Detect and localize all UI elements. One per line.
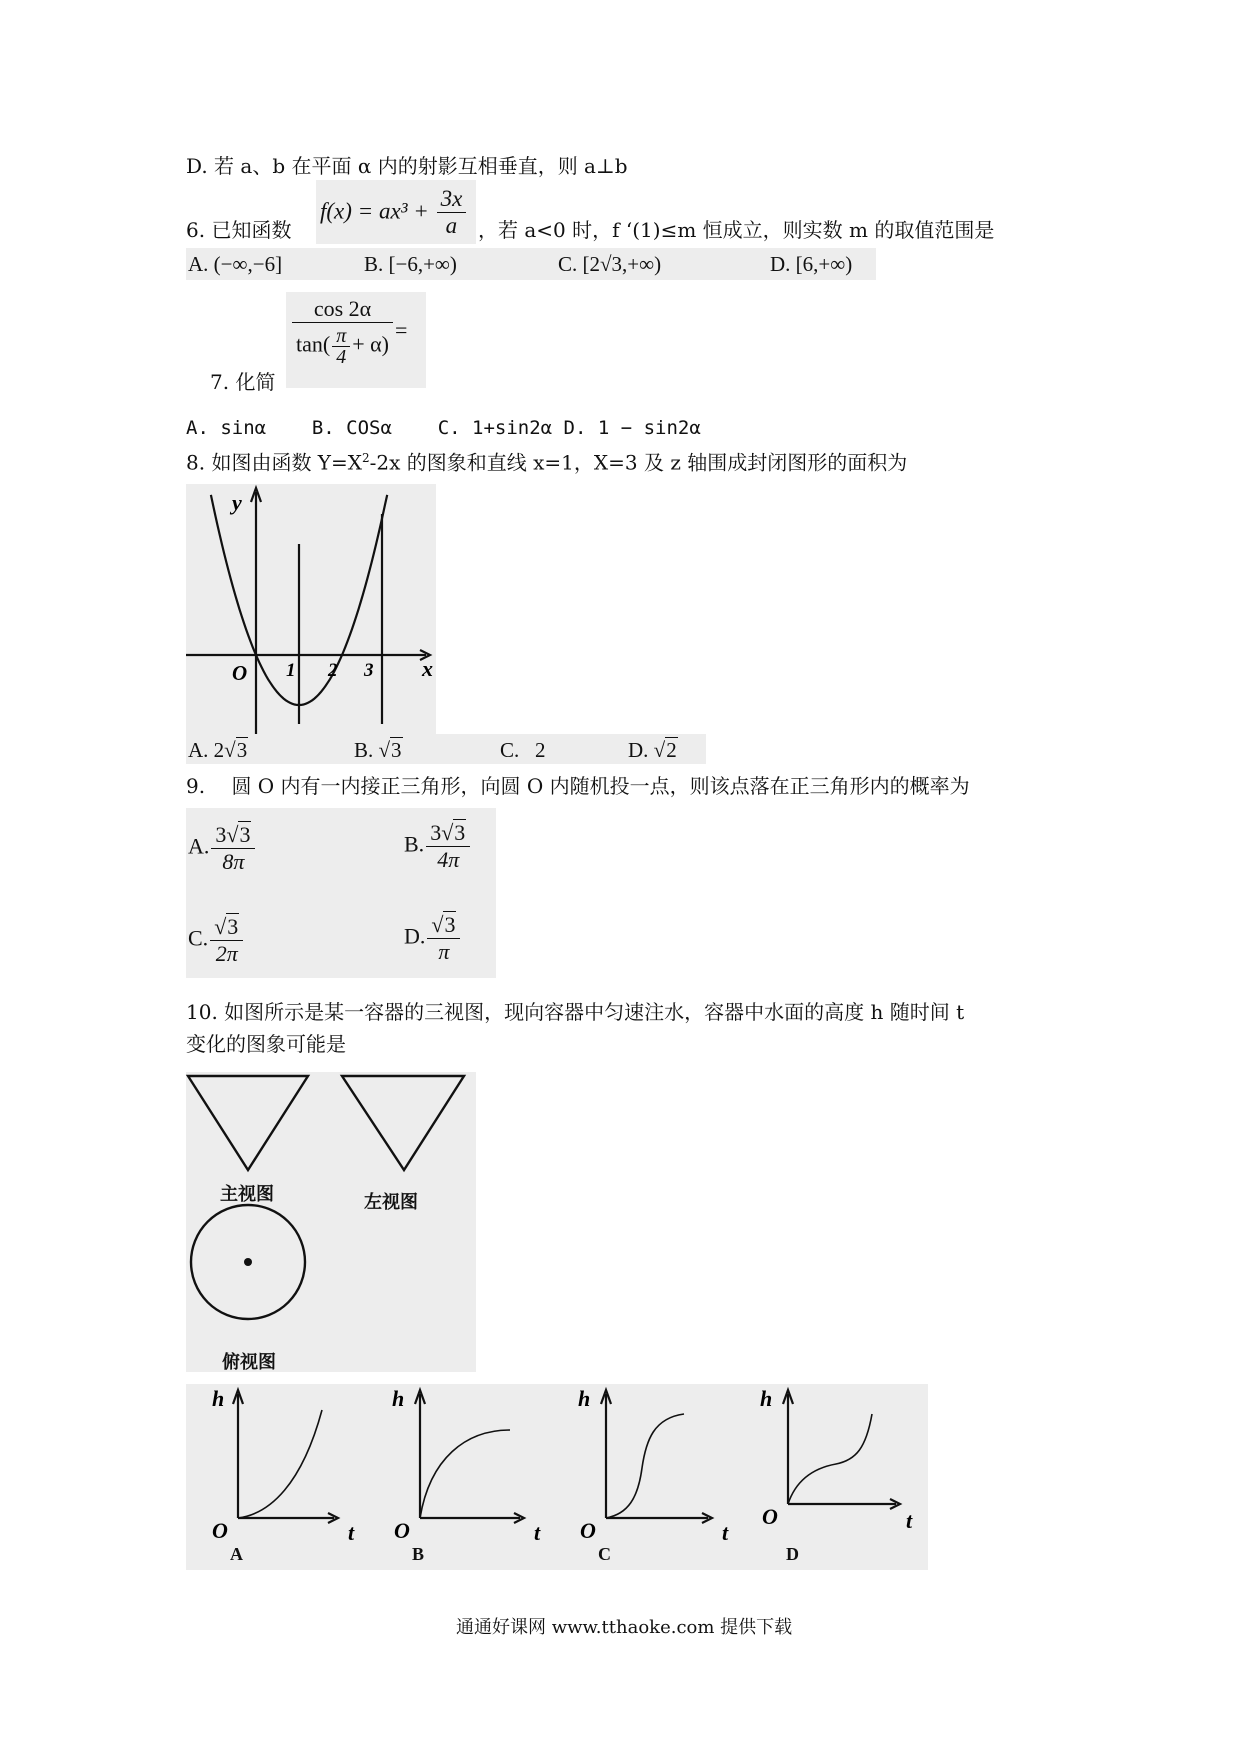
q9-c-den: 2π — [215, 941, 238, 966]
q10-front-view-triangle — [188, 1076, 308, 1170]
q6-option-b: B. [−6,+∞) — [364, 252, 457, 276]
q9-a-coef: 3 — [215, 822, 227, 847]
q7-inner-den: 4 — [336, 346, 347, 368]
q10-graph-c — [578, 1386, 764, 1545]
page-footer: 通通好课网 www.tthaoke.com 提供下载 — [456, 1617, 793, 1638]
q9-option-c — [188, 914, 245, 967]
q7-options — [186, 416, 701, 440]
q8-text — [186, 446, 907, 475]
q10-graph-b — [392, 1386, 576, 1545]
q8-graph — [186, 484, 436, 740]
q10-graph-a-label-t: t — [348, 1520, 355, 1545]
q8-option-b: B. √3 — [354, 738, 402, 762]
q10-graph-b-label-o: O — [394, 1518, 410, 1543]
q8-label-x: x — [422, 656, 433, 681]
q10-graph-a — [210, 1386, 390, 1545]
q8-option-a: A. 2√3 — [188, 738, 248, 762]
q7-denominator — [292, 323, 393, 367]
q8-option-d-letter: D. — [628, 738, 649, 762]
q8-option-b-letter: B. — [354, 738, 374, 762]
q7-numerator: cos 2α — [292, 296, 393, 323]
q10-graph-d — [756, 1388, 936, 1538]
q7-inner-fraction — [332, 326, 350, 367]
q8-sup: 2 — [362, 451, 370, 465]
q10-graph-d-label-t: t — [906, 1508, 913, 1533]
q7-fraction — [292, 296, 393, 367]
q8-option-c-letter: C. — [500, 738, 520, 762]
q10-graph-d-curve — [788, 1414, 872, 1504]
q6-fx: f(x) = ax³ + — [320, 198, 435, 224]
q7-lead: 7. 化简 — [210, 370, 276, 394]
q5-option-d: D. 若 a、b 在平面 α 内的射影互相垂直，则 a⊥b — [186, 154, 628, 178]
q7-equals: = — [395, 317, 408, 343]
q10-graph-c-label-o: O — [580, 1518, 596, 1543]
q9-option-b-letter: B. — [404, 831, 425, 857]
q10-graph-c-label-t: t — [722, 1520, 729, 1545]
q6-frac-num: 3x — [437, 186, 467, 213]
q9-text: 9. 圆 O 内有一内接正三角形，向圆 O 内随机投一点，则该点落在正三角形内的概率为 — [186, 774, 970, 798]
q10-graph-d-label-o: O — [762, 1504, 778, 1529]
q10-graph-d-label-h: h — [760, 1386, 773, 1411]
q10-top-view-label: 俯视图 — [222, 1352, 276, 1373]
q10-graph-b-label-t: t — [534, 1520, 541, 1545]
q9-option-b-fraction: $\frac{3√3}{4\pi}$ — [426, 820, 470, 873]
q9-option-d-fraction: $\frac{√3}{\pi}$ — [427, 912, 460, 965]
q9-c-rad: 3 — [227, 914, 239, 939]
q8-option-a-letter: A. — [188, 738, 209, 762]
q10-graph-c-curve — [606, 1414, 684, 1518]
q9-option-b — [404, 820, 472, 873]
q9-a-rad: 3 — [239, 822, 251, 847]
q8-option-d: D. √2 — [628, 738, 677, 762]
q10-side-view-label: 左视图 — [364, 1192, 418, 1213]
q10-graph-a-label-o: O — [212, 1518, 228, 1543]
q10-side-view-triangle — [342, 1076, 464, 1170]
q8-tick-2: 2 — [328, 660, 338, 681]
q6-tail: ，若 a<0 时，f ‘(1)≤m 恒成立，则实数 m 的取值范围是 — [478, 218, 995, 242]
q10-graph-b-label-h: h — [392, 1386, 405, 1411]
q9-option-c-fraction: $\frac{√3}{2\pi}$ — [210, 914, 243, 967]
q8-option-b-rad: 3 — [391, 738, 402, 762]
q9-option-a-letter: A. — [188, 833, 210, 859]
q8-option-d-rad: 2 — [666, 738, 677, 762]
q6-formula — [320, 186, 468, 239]
q7-formula — [290, 296, 407, 367]
q10-line1: 10. 如图所示是某一容器的三视图，现向容器中匀速注水，容器中水面的高度 h 随时间 t — [186, 1000, 965, 1024]
q8-label-y: y — [232, 490, 242, 515]
q7-option-d: D. 1 − sin2α — [563, 417, 701, 439]
q9-b-coef: 3 — [430, 820, 442, 845]
q10-graph-a-label-h: h — [212, 1386, 225, 1411]
q7-inner-num: π — [332, 326, 350, 347]
q9-option-c-letter: C. — [188, 925, 209, 951]
q9-d-rad: 3 — [444, 912, 456, 937]
q8-text-pre: 8. 如图由函数 Y=X — [186, 450, 362, 475]
q10-top-view-center — [244, 1258, 252, 1266]
q10-graph-d-caption: D — [786, 1544, 799, 1564]
q9-b-rad: 3 — [454, 820, 466, 845]
q8-option-c — [500, 738, 546, 763]
q6-option-a: A. (−∞,−6] — [188, 252, 283, 276]
q8-option-a-coef: 2 — [213, 738, 225, 762]
q10-graph-a-curve — [238, 1410, 322, 1518]
q6-lead: 6. 已知函数 — [186, 218, 292, 242]
q7-den-pre: tan( — [296, 331, 331, 357]
q7-option-b: B. COSα — [311, 417, 392, 439]
q10-graph-c-caption: C — [598, 1544, 611, 1564]
q8-text-post: -2x 的图象和直线 x=1，X=3 及 z 轴围成封闭图形的面积为 — [369, 450, 908, 475]
q10-line2: 变化的图象可能是 — [186, 1032, 346, 1056]
q8-option-a-rad: 3 — [236, 738, 248, 762]
q10-graph-a-caption: A — [230, 1544, 243, 1564]
q9-b-den: 4π — [437, 847, 460, 872]
q6-frac-den: a — [445, 213, 458, 238]
q10-front-view-label: 主视图 — [220, 1184, 274, 1205]
q10-three-views — [186, 1072, 476, 1372]
q7-den-post: + α) — [352, 331, 389, 357]
q9-option-d — [404, 912, 462, 965]
q10-graph-b-curve — [420, 1430, 510, 1518]
q9-a-den: 8π — [222, 849, 245, 874]
q7-option-a: A. sinα — [186, 417, 267, 439]
q6-option-d: D. [6,+∞) — [770, 252, 853, 276]
q8-tick-3: 3 — [364, 660, 374, 681]
q9-option-d-letter: D. — [404, 923, 426, 949]
q9-option-a — [188, 822, 257, 875]
q6-fraction — [437, 186, 467, 239]
q7-option-c: C. 1+sin2α — [437, 417, 553, 439]
q9-d-den: π — [438, 939, 450, 964]
q8-label-o: O — [232, 661, 248, 685]
q10-graph-b-caption: B — [412, 1544, 425, 1564]
q9-option-a-fraction: $\frac{3√3}{8\pi}$ — [211, 822, 255, 875]
q6-option-c: C. [2√3,+∞) — [558, 252, 662, 276]
q10-graph-c-label-h: h — [578, 1386, 591, 1411]
q8-tick-1: 1 — [286, 660, 296, 681]
q8-option-c-value: 2 — [535, 738, 546, 762]
